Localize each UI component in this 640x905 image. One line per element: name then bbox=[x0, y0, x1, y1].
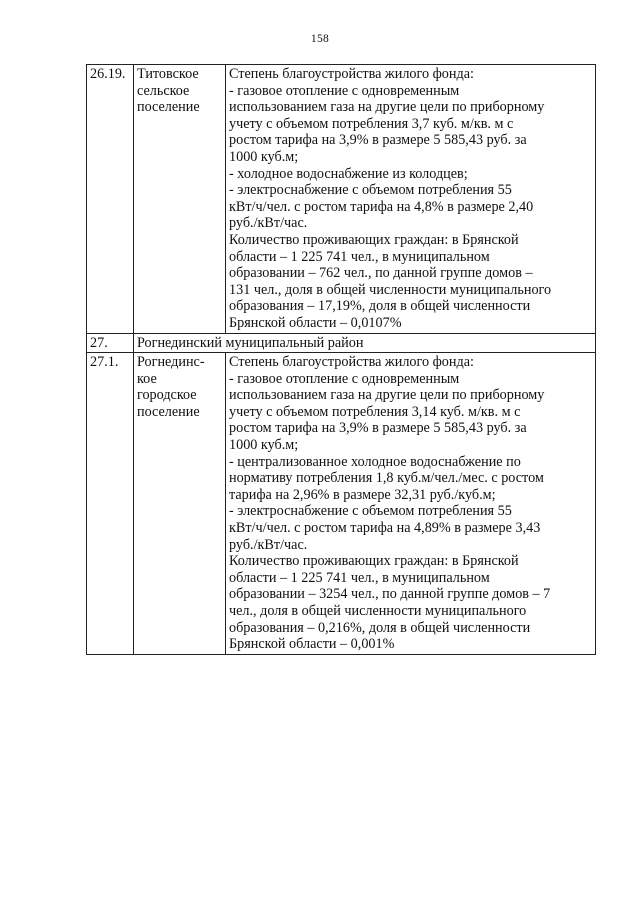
description-cell bbox=[226, 65, 596, 334]
row-number: 27.1. bbox=[90, 354, 119, 371]
district-cell bbox=[134, 333, 596, 353]
settlement-cell bbox=[134, 65, 226, 334]
row-number: 26.19. bbox=[90, 66, 126, 82]
settlement-name: Рогнединс- кое городское поселение bbox=[137, 354, 205, 420]
settlement-description: Степень благоустройства жилого фонда: - газовое отопление с одновременным использованием газа на другие цели по приборному учету с объемом потребления 3,14 куб. м/кв. м с ростом тарифа на 3,9% в размере 5 585,43 руб. за 1000 куб.м; - централизованное холодное водоснабжение по нормативу потребления 1,8 куб.м/чел./мес. с ростом тарифа на 2,96% в размере 32,31 руб./куб.м; - электроснабжение с объемом потребления 55 кВт/ч/чел. с ростом тарифа на 4,89% в размере 3,43 руб./кВт/час. Количество проживающих граждан: в Брянской области – 1 225 741 чел., в муниципальном образовании – 3254 чел., по данной группе домов – 7 чел., доля в общей численности муниципального образования – 0,216%, доля в общей численности Брянской области – 0,001% bbox=[229, 354, 551, 653]
table-row bbox=[87, 65, 596, 334]
description-cell bbox=[226, 353, 596, 655]
table-row bbox=[87, 333, 596, 353]
row-number: 27. bbox=[90, 334, 108, 351]
row-number-cell bbox=[87, 333, 134, 353]
settlement-cell bbox=[134, 353, 226, 655]
settlement-name: Титовское сельское поселение bbox=[137, 66, 200, 116]
page-number: 158 bbox=[310, 33, 330, 45]
settlement-description: Степень благоустройства жилого фонда: - газовое отопление с одновременным использованием газа на другие цели по приборному учету с объемом потребления 3,7 куб. м/кв. м с ростом тарифа на 3,9% в размере 5 585,43 руб. за 1000 куб.м; - холодное водоснабжение из колодцев; - электроснабжение с объемом потребления 55 кВт/ч/чел. с ростом тарифа на 4,8% в размере 2,40 руб./кВт/час. Количество проживающих граждан: в Брянской области – 1 225 741 чел., в муниципальном образовании – 762 чел., по данной группе домов – 131 чел., доля в общей численности муниципального образования – 17,19%, доля в общей численности Брянской области – 0,0107% bbox=[229, 66, 552, 331]
tariff-table bbox=[86, 64, 596, 655]
table-row bbox=[87, 353, 596, 655]
row-number-cell bbox=[87, 353, 134, 655]
row-number-cell bbox=[87, 65, 134, 334]
district-name: Рогнединский муниципальный район bbox=[137, 334, 364, 351]
